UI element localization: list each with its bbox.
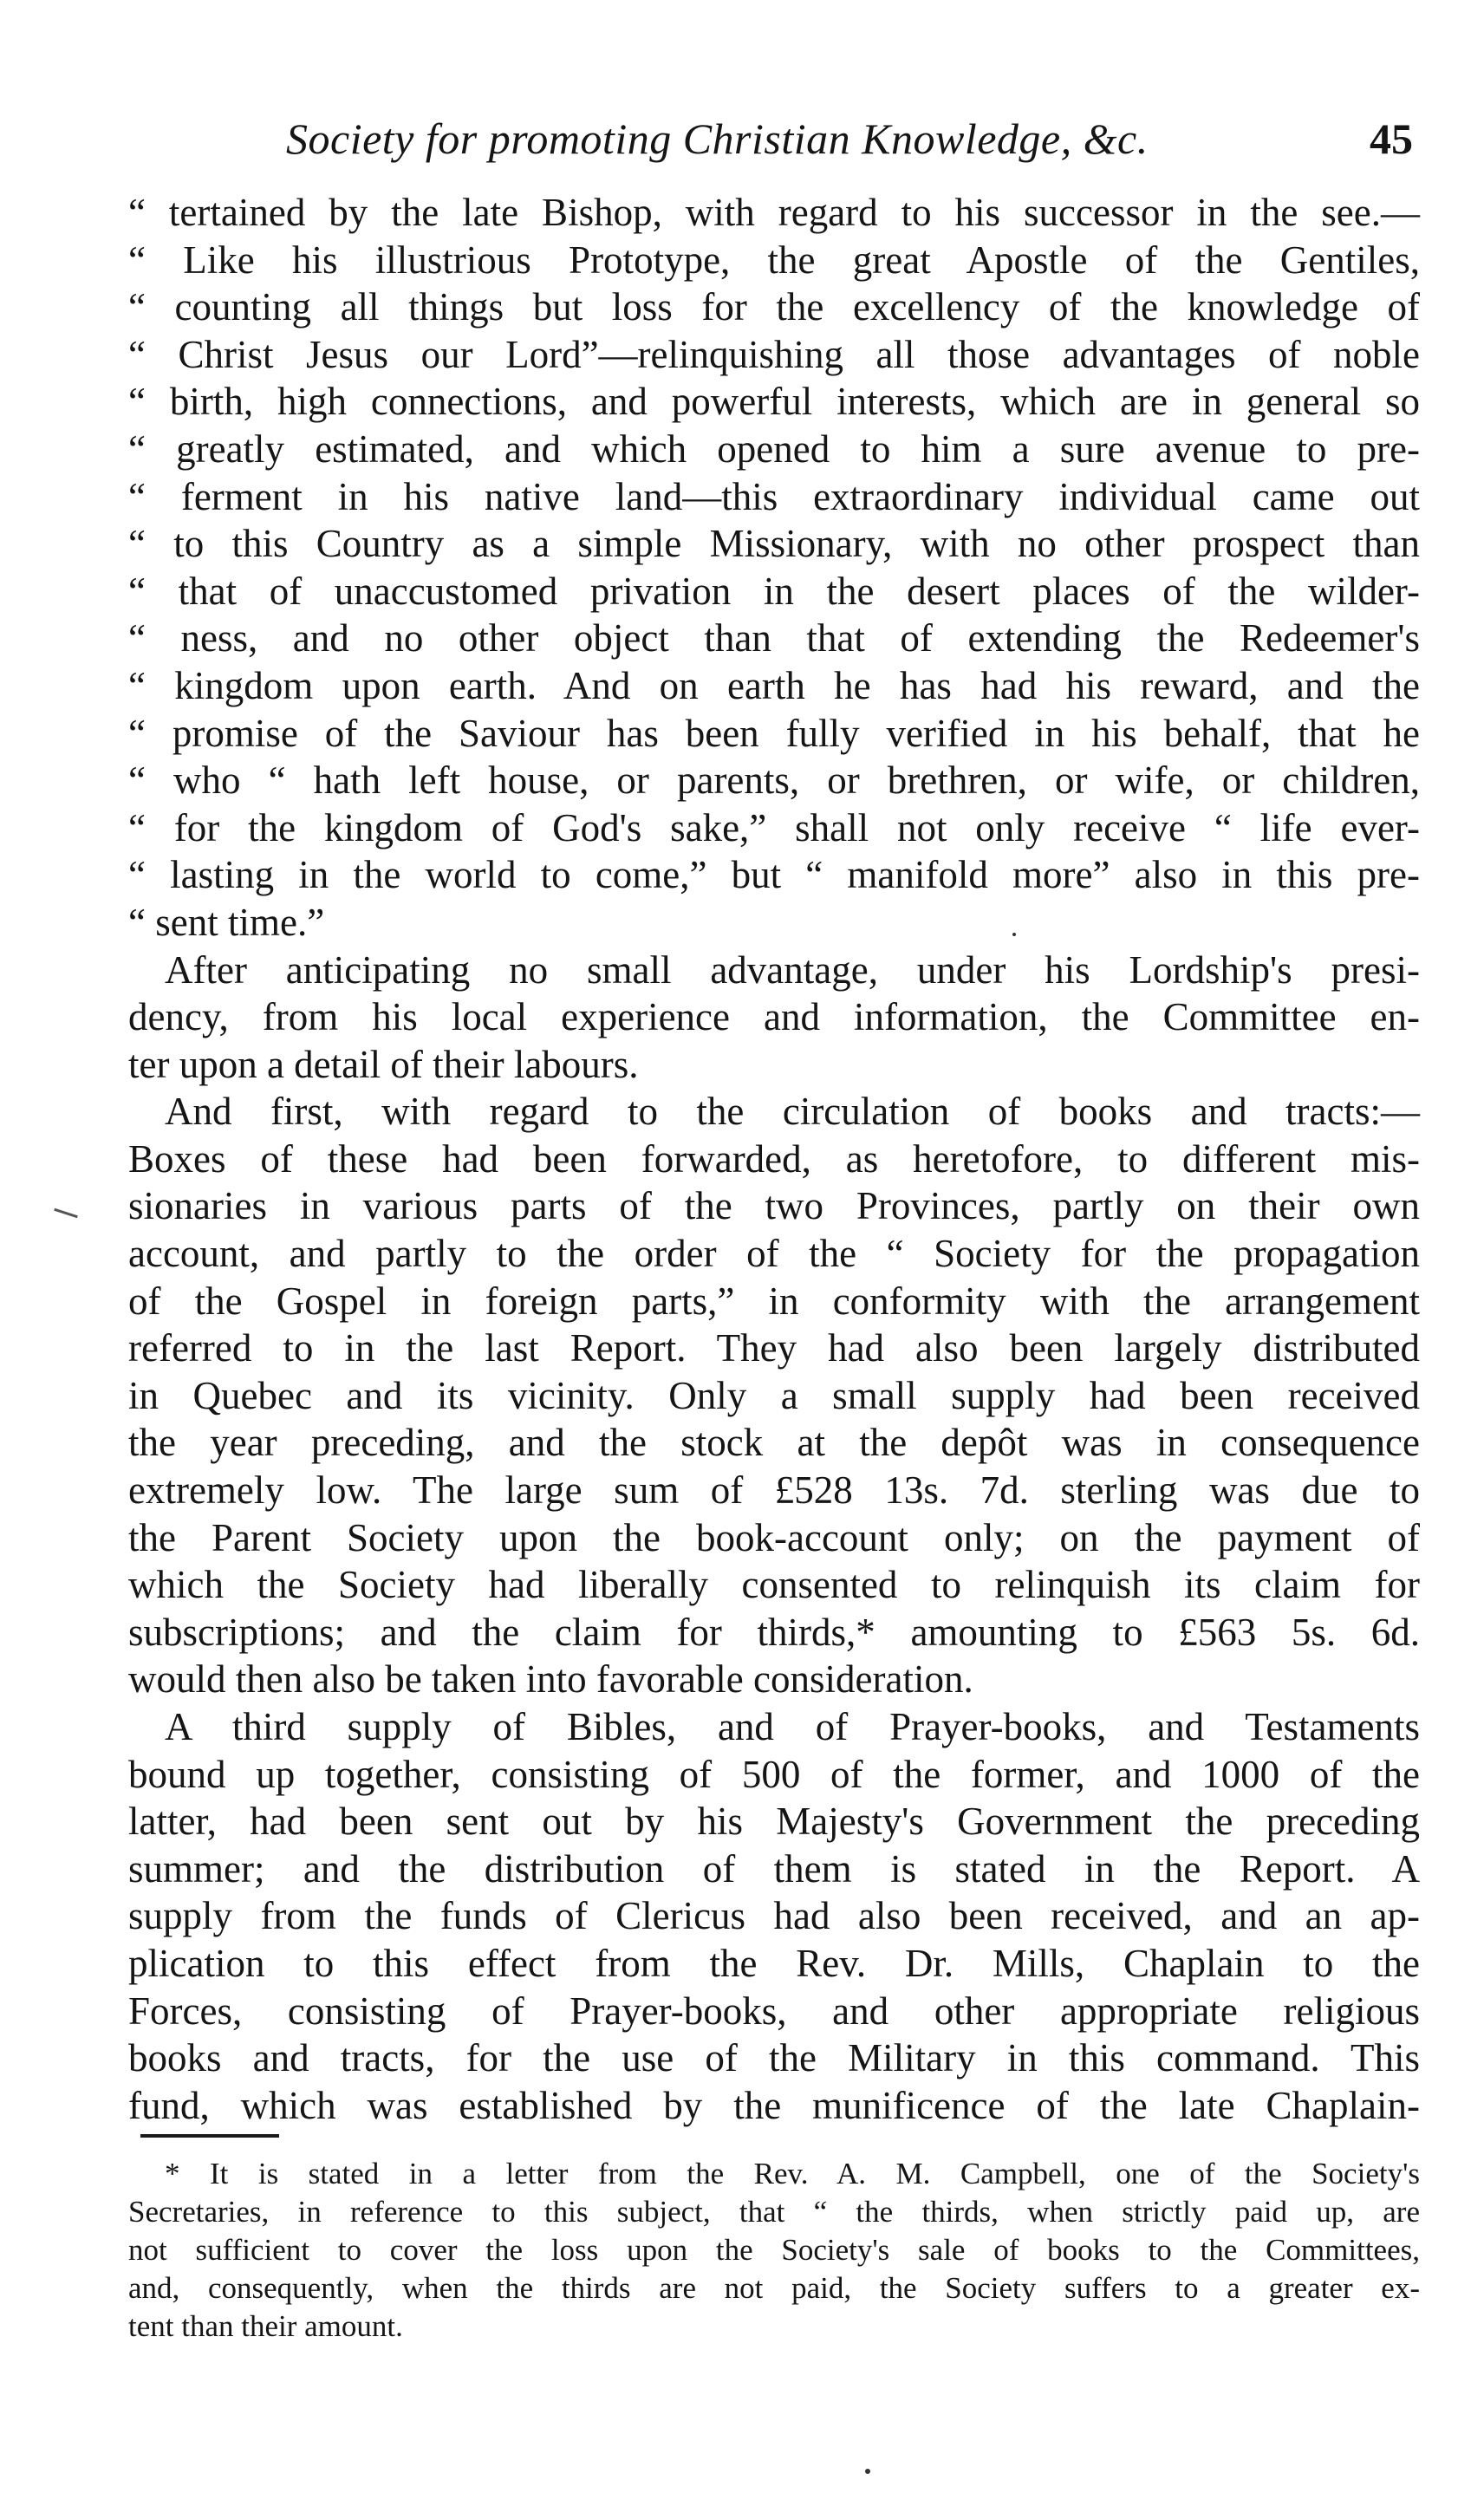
text-line: bound up together, consisting of 500 of the former, and 1000 of the (128, 1752, 1420, 1796)
text-line: “ that of unaccustomed privation in the desert places of the wilder- (128, 569, 1420, 613)
page-number: 45 (1370, 114, 1413, 163)
text-line: “ lasting in the world to come,” but “ manifold more” also in this pre- (128, 853, 1420, 897)
text-line: “ promise of the Saviour has been fully verified in his behalf, that he (128, 711, 1420, 755)
text-line: of the Gospel in foreign parts,” in conformity with the arrangement (128, 1279, 1420, 1323)
footnote-line: tent than their amount. (128, 2309, 403, 2343)
ink-speck (1012, 933, 1016, 936)
footnote-line: and, consequently, when the thirds are not paid, the Society suffers to a greater ex- (128, 2271, 1420, 2305)
text-line: After anticipating no small advantage, under his Lordship's presi- (165, 947, 1420, 992)
text-line: plication to this effect from the Rev. Dr. Mills, Chaplain to the (128, 1941, 1420, 1985)
text-line: “ greatly estimated, and which opened to him a sure avenue to pre- (128, 426, 1420, 471)
text-line: “ Like his illustrious Prototype, the great Apostle of the Gentiles, (128, 238, 1420, 282)
text-line: “ tertained by the late Bishop, with regard to his successor in the see.— (128, 191, 1420, 234)
text-line: the Parent Society upon the book-account only; on the payment of (128, 1515, 1420, 1559)
text-line: sionaries in various parts of the two Provinces, partly on their own (128, 1184, 1420, 1228)
running-head (286, 113, 1413, 165)
ink-speck (865, 2469, 870, 2474)
text-line: “ for the kingdom of God's sake,” shall not only receive “ life ever- (128, 805, 1420, 849)
text-line: “ to this Country as a simple Missionary, with no other prospect than (128, 522, 1420, 566)
text-line: the year preceding, and the stock at the depôt was in consequence (128, 1421, 1420, 1465)
footnote-rule (140, 2134, 279, 2138)
text-line: “ counting all things but loss for the excellency of the knowledge of (128, 285, 1420, 329)
body-text (128, 189, 1420, 2129)
text-line: “ kingdom upon earth. And on earth he has had his reward, and the (128, 663, 1420, 707)
text-line: dency, from his local experience and information, the Committee en- (128, 995, 1420, 1039)
text-line: fund, which was established by the munificence of the late Chaplain- (128, 2083, 1420, 2127)
footnote-line: Secretaries, in reference to this subject, that “ the thirds, when strictly paid up, are (128, 2195, 1420, 2229)
text-line: “ ferment in his native land—this extraordinary individual came out (128, 474, 1420, 518)
text-line: ter upon a detail of their labours. (128, 1042, 639, 1086)
text-line: “ who “ hath left house, or parents, or brethren, or wife, or children, (128, 758, 1420, 803)
text-line: latter, had been sent out by his Majesty's Government the preceding (128, 1800, 1420, 1844)
text-line: referred to in the last Report. They had also been largely distributed (128, 1326, 1420, 1370)
running-title: Society for promoting Christian Knowledge, &c. (286, 114, 1149, 163)
text-line: summer; and the distribution of them is stated in the Report. A (128, 1846, 1420, 1891)
text-line: “ sent time.” (128, 900, 325, 944)
text-line: which the Society had liberally consented to relinquish its claim for (128, 1563, 1420, 1607)
margin-mark (54, 1208, 78, 1219)
text-line: “ ness, and no other object than that of extending the Redeemer's (128, 616, 1420, 661)
text-line: supply from the funds of Clericus had also been received, and an ap- (128, 1894, 1420, 1938)
text-line: account, and partly to the order of the “ Society for the propagation (128, 1232, 1420, 1276)
text-line: subscriptions; and the claim for thirds,* amounting to £563 5s. 6d. (128, 1610, 1420, 1654)
footnote-line: * It is stated in a letter from the Rev. A. M. Campbell, one of the Society's (165, 2157, 1420, 2190)
text-line: books and tracts, for the use of the Military in this command. This (128, 2036, 1420, 2080)
text-line: would then also be taken into favorable consideration. (128, 1657, 973, 1702)
text-line: “ birth, high connections, and powerful interests, which are in general so (128, 380, 1420, 424)
text-line: “ Christ Jesus our Lord”—relinquishing all those advantages of noble (128, 332, 1420, 376)
footnote (128, 2155, 1420, 2346)
text-line: extremely low. The large sum of £528 13s. 7d. sterling was due to (128, 1468, 1420, 1513)
text-line: A third supply of Bibles, and of Prayer-books, and Testaments (165, 1705, 1420, 1748)
text-line: Forces, consisting of Prayer-books, and other appropriate religious (128, 1989, 1420, 2033)
text-line: And first, with regard to the circulation of books and tracts:— (165, 1090, 1420, 1134)
text-line: Boxes of these had been forwarded, as heretofore, to different mis- (128, 1136, 1420, 1181)
text-line: in Quebec and its vicinity. Only a small supply had been received (128, 1373, 1420, 1417)
footnote-line: not sufficient to cover the loss upon the Society's sale of books to the Committees, (128, 2233, 1420, 2267)
